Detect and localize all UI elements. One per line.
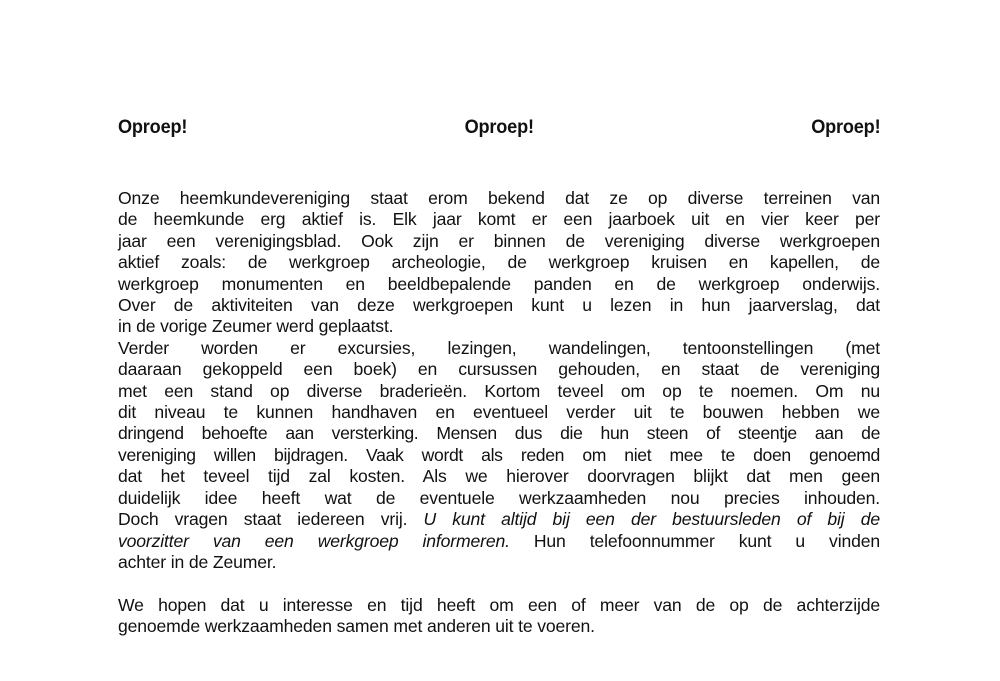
- text-line: in de vorige Zeumer werd geplaatst.: [118, 316, 394, 337]
- text-line: Onze heemkundevereniging staat erom bekend dat ze op diverse terreinen van: [118, 188, 880, 208]
- text-line: de heemkunde erg aktief is. Elk jaar komt er een jaarboek uit en vier keer per: [118, 209, 880, 230]
- body-text: [118, 188, 880, 638]
- text-line: We hopen dat u interesse en tijd heeft om een of meer van de op de achterzijde: [118, 594, 880, 615]
- italic-text-segment: voorzitter van een werkgroep informeren.: [118, 530, 510, 551]
- heading-right: Oproep!: [810, 116, 880, 138]
- italic-text-segment: U kunt altijd bij een der bestuursleden of bij de: [423, 509, 881, 530]
- paragraph-activities: [118, 338, 880, 573]
- text-line: jaar een verenigingsblad. Ook zijn er binnen de vereniging diverse werkgroepen: [118, 230, 880, 251]
- paragraph-closing: [118, 595, 880, 638]
- text-segment: Hun telefoonnummer kunt u vinden: [509, 530, 880, 551]
- text-line: [118, 531, 880, 552]
- text-line: [118, 509, 880, 530]
- text-line: met een stand op diverse braderieën. Kortom teveel om op te noemen. Om nu: [118, 380, 880, 401]
- text-line: Verder worden er excursies, lezingen, wandelingen, tentoonstellingen (met: [118, 337, 880, 358]
- text-line: duidelijk idee heeft wat de eventuele werkzaamheden nou precies inhouden.: [118, 487, 880, 508]
- text-line: dringend behoefte aan versterking. Mensen dus die hun steen of steentje aan de: [118, 423, 880, 444]
- heading-left: Oproep!: [118, 116, 188, 138]
- heading-center: Oproep!: [464, 116, 534, 138]
- text-line: Over de aktiviteiten van deze werkgroepen kunt u lezen in hun jaarverslag, dat: [118, 295, 880, 316]
- text-line: daaraan gekoppeld een boek) en cursussen gehouden, en staat de vereniging: [118, 359, 880, 380]
- text-line: dit niveau te kunnen handhaven en eventueel verder uit te bouwen hebben we: [118, 402, 880, 423]
- paragraph-intro: [118, 188, 880, 338]
- text-line: genoemde werkzaamheden samen met anderen uit te voeren.: [118, 616, 595, 637]
- text-line: dat het teveel tijd zal kosten. Als we hierover doorvragen blijkt dat men geen: [118, 466, 880, 487]
- text-line: achter in de Zeumer.: [118, 551, 277, 572]
- heading-row: [118, 116, 880, 139]
- text-line: werkgroep monumenten en beeldbepalende panden en de werkgroep onderwijs.: [118, 273, 880, 294]
- text-line: aktief zoals: de werkgroep archeologie, de werkgroep kruisen en kapellen, de: [118, 252, 880, 273]
- text-segment: Doch vragen staat iedereen vrij.: [118, 509, 424, 530]
- text-line: vereniging willen bijdragen. Vaak wordt als reden om niet mee te doen genoemd: [118, 444, 880, 465]
